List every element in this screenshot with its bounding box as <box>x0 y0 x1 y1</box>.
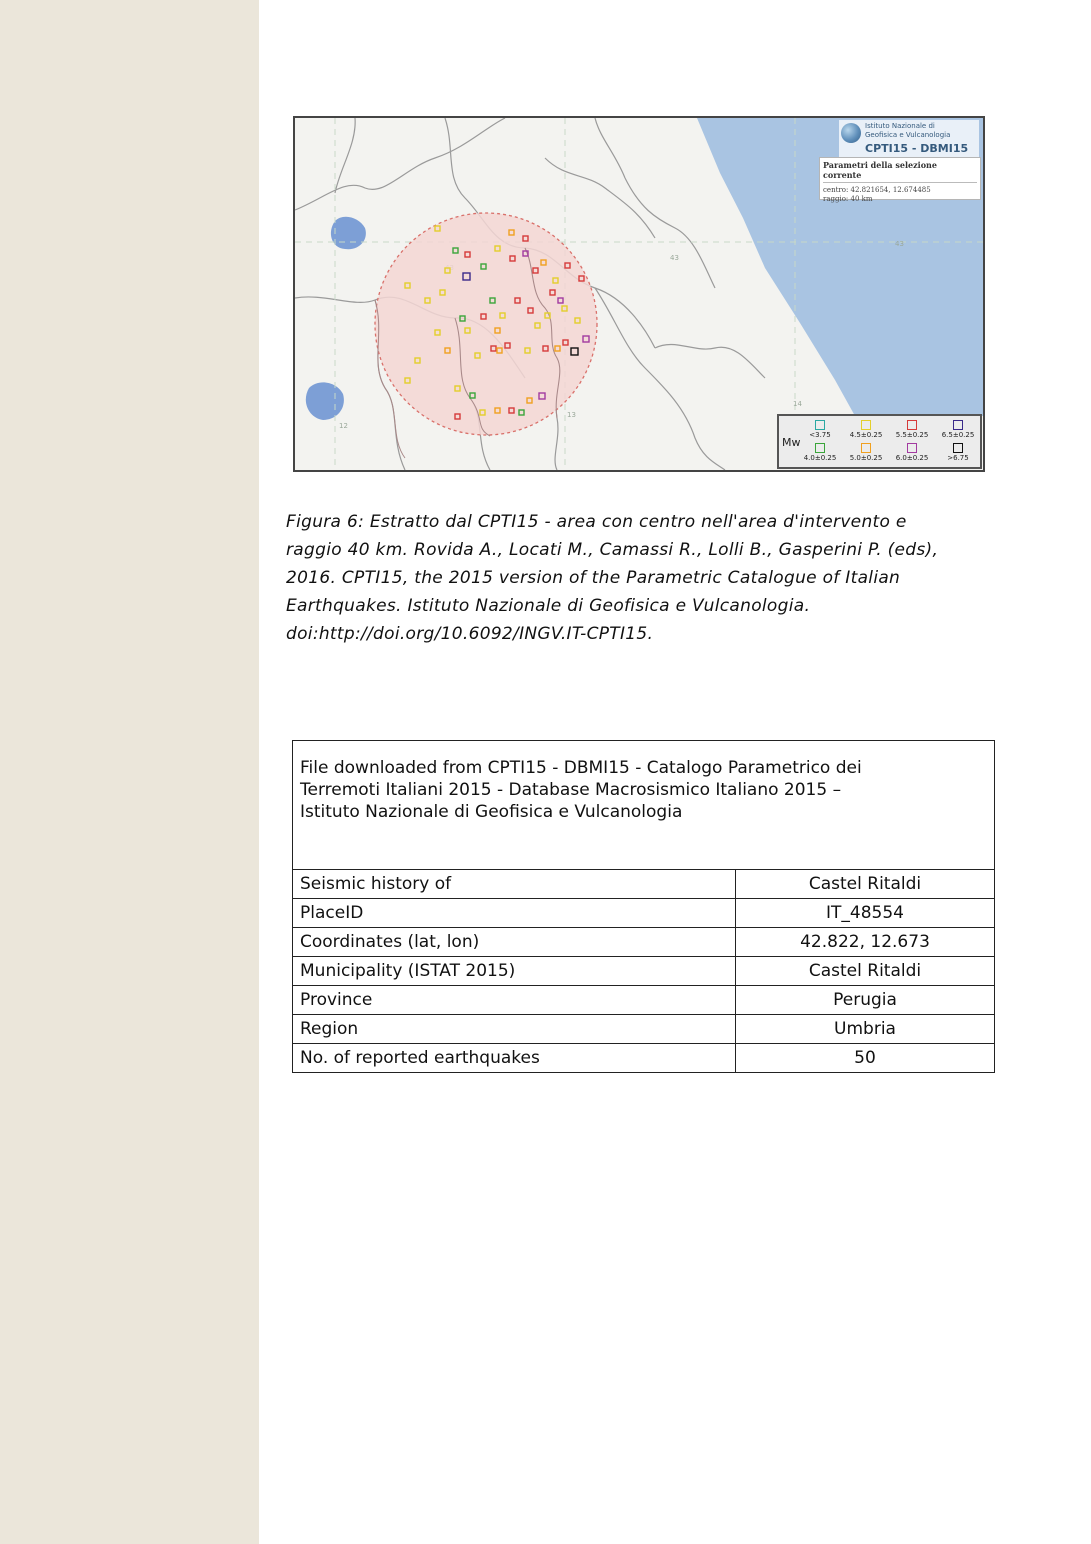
logo-title: CPTI15 - DBMI15 <box>865 142 969 155</box>
legend-label: 4.5±0.25 <box>849 431 883 439</box>
legend-label: 5.5±0.25 <box>895 431 929 439</box>
row-value: Castel Ritaldi <box>736 957 995 986</box>
grid-label-14: 14 <box>793 400 802 408</box>
page-sidebar-band <box>0 0 259 1544</box>
params-raggio: raggio: 40 km <box>823 195 873 203</box>
row-key: Seismic history of <box>293 870 736 899</box>
row-value: 50 <box>736 1044 995 1073</box>
row-key: No. of reported earthquakes <box>293 1044 736 1073</box>
legend-label: 6.0±0.25 <box>895 454 929 462</box>
legend-item <box>803 418 837 440</box>
row-value: Umbria <box>736 1015 995 1044</box>
figure-caption <box>286 508 986 648</box>
legend-label: 4.0±0.25 <box>803 454 837 462</box>
legend-swatch <box>907 420 917 430</box>
table-header-cell <box>293 741 995 870</box>
header-line: Istituto Nazionale di Geofisica e Vulcanologia <box>300 802 683 822</box>
logo-org-name <box>865 122 950 140</box>
legend-item <box>803 441 837 463</box>
params-centro: centro: 42.821654, 12.674485 <box>823 186 931 194</box>
table-row <box>293 1015 995 1044</box>
row-value: Castel Ritaldi <box>736 870 995 899</box>
legend-title: Mw <box>782 436 801 449</box>
selection-radius-circle <box>375 213 597 435</box>
legend-item <box>895 418 929 440</box>
selection-params-panel <box>819 157 981 203</box>
params-title: Parametri della selezione corrente <box>823 160 937 180</box>
logo-org-line2: Geofisica e Vulcanologia <box>865 131 951 139</box>
caption-line: Earthquakes. Istituto Nazionale di Geofisica e Vulcanologia. <box>286 596 811 616</box>
grid-label-43-b: 43 <box>670 254 679 262</box>
grid-label-13: 13 <box>567 411 576 419</box>
header-line: Terremoti Italiani 2015 - Database Macrosismico Italiano 2015 – <box>300 780 842 800</box>
table-row <box>293 957 995 986</box>
caption-line: raggio 40 km. Rovida A., Locati M., Camassi R., Lolli B., Gasperini P. (eds), <box>286 540 939 560</box>
table-header-row <box>293 741 995 870</box>
globe-icon <box>841 123 861 143</box>
row-key: Coordinates (lat, lon) <box>293 928 736 957</box>
legend-item <box>941 418 975 440</box>
legend-swatch <box>815 420 825 430</box>
legend-swatch <box>953 420 963 430</box>
grid-label-12: 12 <box>339 422 348 430</box>
table-row <box>293 986 995 1015</box>
caption-line: Figura 6: Estratto dal CPTI15 - area con centro nell'area d'intervento e <box>286 512 907 532</box>
row-value: IT_48554 <box>736 899 995 928</box>
seismic-history-table <box>292 740 995 1073</box>
legend-label: 5.0±0.25 <box>849 454 883 462</box>
row-value: Perugia <box>736 986 995 1015</box>
legend-swatch <box>861 420 871 430</box>
ingv-logo <box>839 120 979 158</box>
caption-line: doi:http://doi.org/10.6092/INGV.IT-CPTI15. <box>286 624 654 644</box>
lake-trasimeno <box>331 217 366 249</box>
legend-label: 6.5±0.25 <box>941 431 975 439</box>
magnitude-legend <box>777 414 982 469</box>
row-key: Province <box>293 986 736 1015</box>
table-row <box>293 1044 995 1073</box>
legend-item <box>849 418 883 440</box>
table-row <box>293 870 995 899</box>
row-key: Region <box>293 1015 736 1044</box>
caption-line: 2016. CPTI15, the 2015 version of the Parametric Catalogue of Italian <box>286 568 901 588</box>
legend-item <box>895 441 929 463</box>
legend-swatch <box>953 443 963 453</box>
logo-org-line1: Istituto Nazionale di <box>865 122 935 130</box>
legend-label: <3.75 <box>809 431 831 439</box>
legend-swatch <box>907 443 917 453</box>
table-row <box>293 928 995 957</box>
row-key: Municipality (ISTAT 2015) <box>293 957 736 986</box>
grid-label-43-c: 43 <box>895 240 904 248</box>
seismic-map-figure <box>293 116 985 472</box>
lake-bolsena <box>306 382 344 420</box>
legend-label: >6.75 <box>947 454 969 462</box>
legend-item <box>941 441 975 463</box>
row-key: PlaceID <box>293 899 736 928</box>
legend-swatch <box>861 443 871 453</box>
header-line: File downloaded from CPTI15 - DBMI15 - Catalogo Parametrico dei <box>300 758 862 778</box>
legend-item <box>849 441 883 463</box>
row-value: 42.822, 12.673 <box>736 928 995 957</box>
legend-swatch <box>815 443 825 453</box>
table-row <box>293 899 995 928</box>
